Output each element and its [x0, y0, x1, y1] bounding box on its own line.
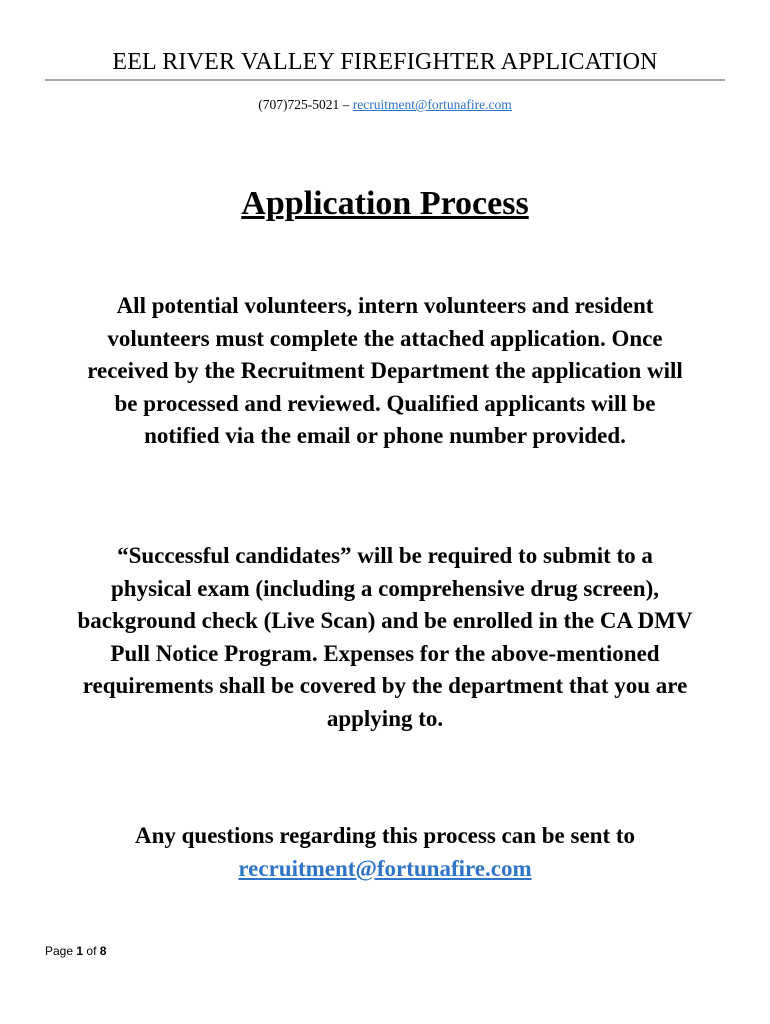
requirements-paragraph: [40, 540, 730, 735]
section-title: Application Process: [241, 185, 529, 222]
paragraph-line: applying to.: [326, 705, 444, 731]
page-current: 1: [76, 944, 84, 958]
page-label: Page: [45, 944, 74, 958]
phone-number: (707)725-5021: [258, 97, 340, 112]
questions-paragraph: [40, 820, 730, 885]
paragraph-line: All potential volunteers, intern volunteers and resident: [116, 293, 654, 318]
paragraph-line: requirements shall be covered by the department that you are: [82, 673, 688, 698]
page-total: 8: [99, 944, 107, 958]
paragraph-line: notified via the email or phone number provided.: [144, 423, 626, 448]
intro-paragraph: [40, 290, 730, 453]
header-divider: [45, 79, 725, 81]
paragraph-line: background check (Live Scan) and be enrolled in the CA DMV: [77, 608, 693, 633]
paragraph-line: physical exam (including a comprehensive drug screen),: [111, 575, 659, 601]
page-footer: [45, 943, 106, 959]
paragraph-line: received by the Recruitment Department the application will: [87, 358, 683, 383]
paragraph-line: Pull Notice Program. Expenses for the above-mentioned: [110, 640, 660, 666]
document-title: EEL RIVER VALLEY FIREFIGHTER APPLICATION: [112, 49, 658, 75]
header-email-link[interactable]: recruitment@fortunafire.com: [352, 97, 512, 112]
page-of: of: [86, 944, 97, 958]
paragraph-line: Any questions regarding this process can be sent to: [134, 823, 636, 848]
paragraph-line: “Successful candidates” will be required to submit to a: [117, 543, 653, 568]
contact-line: [45, 96, 725, 114]
contact-separator: –: [342, 97, 350, 112]
paragraph-line: be processed and reviewed. Qualified applicants will be: [114, 390, 656, 416]
paragraph-line: volunteers must complete the attached application. Once: [107, 325, 663, 351]
questions-email-link[interactable]: recruitment@fortunafire.com: [238, 855, 532, 881]
